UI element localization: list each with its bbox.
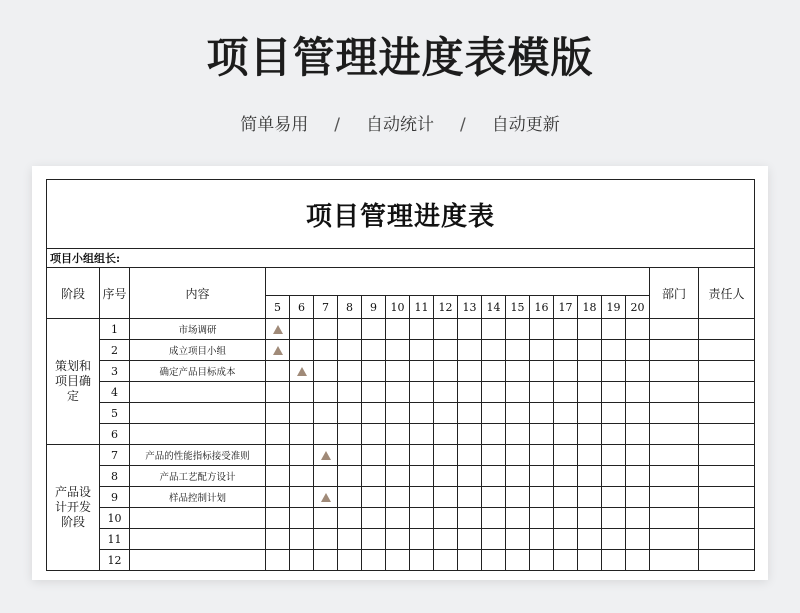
timeline-cell[interactable] bbox=[362, 445, 386, 466]
week-header-cell: 7 bbox=[314, 296, 338, 319]
timeline-cell[interactable] bbox=[290, 403, 314, 424]
timeline-cell[interactable] bbox=[578, 466, 602, 487]
timeline-cell[interactable] bbox=[530, 508, 554, 529]
task-content-cell[interactable]: 成立项目小组 bbox=[130, 340, 266, 361]
timeline-cell[interactable] bbox=[602, 529, 626, 550]
timeline-cell[interactable] bbox=[290, 382, 314, 403]
timeline-cell[interactable] bbox=[458, 382, 482, 403]
timeline-cell[interactable] bbox=[410, 319, 434, 340]
timeline-cell[interactable] bbox=[338, 382, 362, 403]
timeline-cell[interactable] bbox=[578, 487, 602, 508]
timeline-cell[interactable] bbox=[506, 550, 530, 571]
timeline-cell[interactable] bbox=[482, 403, 506, 424]
timeline-cell[interactable] bbox=[410, 508, 434, 529]
task-row bbox=[47, 550, 755, 571]
stage-name-cell: 产品设计开发阶段 bbox=[47, 445, 100, 571]
timeline-cell[interactable] bbox=[578, 550, 602, 571]
timeline-cell[interactable] bbox=[338, 361, 362, 382]
timeline-cell[interactable] bbox=[314, 529, 338, 550]
timeline-cell[interactable] bbox=[338, 529, 362, 550]
timeline-cell[interactable] bbox=[434, 445, 458, 466]
task-seq-cell[interactable]: 4 bbox=[100, 382, 130, 403]
timeline-cell[interactable] bbox=[266, 340, 290, 361]
timeline-cell[interactable] bbox=[530, 550, 554, 571]
task-seq-cell[interactable]: 6 bbox=[100, 424, 130, 445]
timeline-cell[interactable] bbox=[434, 424, 458, 445]
task-owner-cell[interactable] bbox=[699, 403, 755, 424]
header-owner: 责任人 bbox=[699, 268, 755, 319]
task-content-cell[interactable] bbox=[130, 424, 266, 445]
timeline-cell[interactable] bbox=[506, 403, 530, 424]
tagline-separator: / bbox=[460, 115, 466, 135]
task-dept-cell[interactable] bbox=[650, 487, 699, 508]
timeline-cell[interactable] bbox=[458, 403, 482, 424]
timeline-cell[interactable] bbox=[362, 529, 386, 550]
task-row bbox=[47, 424, 755, 445]
task-owner-cell[interactable] bbox=[699, 424, 755, 445]
timeline-cell[interactable] bbox=[578, 508, 602, 529]
task-owner-cell[interactable] bbox=[699, 550, 755, 571]
timeline-cell[interactable] bbox=[578, 340, 602, 361]
timeline-cell[interactable] bbox=[314, 403, 338, 424]
week-header-cell: 14 bbox=[482, 296, 506, 319]
task-row bbox=[47, 529, 755, 550]
timeline-cell[interactable] bbox=[554, 487, 578, 508]
team-leader-label: 项目小组组长: bbox=[47, 249, 755, 268]
timeline-cell[interactable] bbox=[410, 466, 434, 487]
timeline-cell[interactable] bbox=[290, 424, 314, 445]
timeline-cell[interactable] bbox=[338, 466, 362, 487]
timeline-cell[interactable] bbox=[578, 445, 602, 466]
task-dept-cell[interactable] bbox=[650, 382, 699, 403]
timeline-cell[interactable] bbox=[506, 529, 530, 550]
timeline-cell[interactable] bbox=[482, 529, 506, 550]
week-header-cell: 10 bbox=[386, 296, 410, 319]
timeline-cell[interactable] bbox=[410, 529, 434, 550]
timeline-cell[interactable] bbox=[314, 319, 338, 340]
timeline-cell[interactable] bbox=[314, 340, 338, 361]
timeline-cell[interactable] bbox=[290, 487, 314, 508]
task-dept-cell[interactable] bbox=[650, 319, 699, 340]
timeline-cell[interactable] bbox=[290, 361, 314, 382]
timeline-cell[interactable] bbox=[362, 487, 386, 508]
timeline-cell[interactable] bbox=[362, 550, 386, 571]
timeline-cell[interactable] bbox=[266, 382, 290, 403]
task-row bbox=[47, 361, 755, 382]
timeline-cell[interactable] bbox=[506, 382, 530, 403]
timeline-cell[interactable] bbox=[338, 487, 362, 508]
task-seq-cell[interactable]: 7 bbox=[100, 445, 130, 466]
task-row bbox=[47, 487, 755, 508]
task-content-cell[interactable] bbox=[130, 550, 266, 571]
triangle-marker-icon bbox=[321, 451, 331, 460]
timeline-cell[interactable] bbox=[554, 403, 578, 424]
timeline-cell[interactable] bbox=[362, 424, 386, 445]
task-owner-cell[interactable] bbox=[699, 466, 755, 487]
timeline-cell[interactable] bbox=[314, 550, 338, 571]
week-header-cell: 11 bbox=[410, 296, 434, 319]
timeline-cell[interactable] bbox=[602, 319, 626, 340]
timeline-cell[interactable] bbox=[458, 319, 482, 340]
task-content-cell[interactable]: 样品控制计划 bbox=[130, 487, 266, 508]
task-row bbox=[47, 382, 755, 403]
timeline-cell[interactable] bbox=[506, 508, 530, 529]
task-dept-cell[interactable] bbox=[650, 361, 699, 382]
timeline-cell[interactable] bbox=[602, 424, 626, 445]
timeline-cell[interactable] bbox=[482, 508, 506, 529]
timeline-cell[interactable] bbox=[506, 466, 530, 487]
timeline-cell[interactable] bbox=[554, 382, 578, 403]
timeline-cell[interactable] bbox=[554, 550, 578, 571]
timeline-cell[interactable] bbox=[602, 466, 626, 487]
task-dept-cell[interactable] bbox=[650, 466, 699, 487]
timeline-cell[interactable] bbox=[530, 445, 554, 466]
timeline-cell[interactable] bbox=[530, 466, 554, 487]
timeline-cell[interactable] bbox=[578, 361, 602, 382]
timeline-cell[interactable] bbox=[626, 403, 650, 424]
timeline-cell[interactable] bbox=[266, 487, 290, 508]
timeline-cell[interactable] bbox=[314, 445, 338, 466]
timeline-cell[interactable] bbox=[506, 487, 530, 508]
timeline-cell[interactable] bbox=[434, 466, 458, 487]
task-seq-cell[interactable]: 12 bbox=[100, 550, 130, 571]
timeline-cell[interactable] bbox=[554, 361, 578, 382]
timeline-cell[interactable] bbox=[458, 550, 482, 571]
timeline-cell[interactable] bbox=[626, 382, 650, 403]
timeline-cell[interactable] bbox=[626, 361, 650, 382]
task-row bbox=[47, 445, 755, 466]
timeline-cell[interactable] bbox=[530, 529, 554, 550]
timeline-cell[interactable] bbox=[386, 550, 410, 571]
task-owner-cell[interactable] bbox=[699, 319, 755, 340]
timeline-cell[interactable] bbox=[410, 445, 434, 466]
task-row bbox=[47, 403, 755, 424]
task-seq-cell[interactable]: 1 bbox=[100, 319, 130, 340]
timeline-cell[interactable] bbox=[290, 445, 314, 466]
week-header-cell: 17 bbox=[554, 296, 578, 319]
timeline-cell[interactable] bbox=[386, 508, 410, 529]
timeline-cell[interactable] bbox=[362, 319, 386, 340]
timeline-cell[interactable] bbox=[530, 340, 554, 361]
timeline-cell[interactable] bbox=[362, 466, 386, 487]
timeline-cell[interactable] bbox=[530, 319, 554, 340]
timeline-cell[interactable] bbox=[434, 340, 458, 361]
task-owner-cell[interactable] bbox=[699, 508, 755, 529]
task-dept-cell[interactable] bbox=[650, 550, 699, 571]
task-dept-cell[interactable] bbox=[650, 445, 699, 466]
timeline-cell[interactable] bbox=[362, 340, 386, 361]
timeline-cell[interactable] bbox=[338, 445, 362, 466]
task-content-cell[interactable] bbox=[130, 403, 266, 424]
week-header-cell: 8 bbox=[338, 296, 362, 319]
timeline-cell[interactable] bbox=[434, 487, 458, 508]
timeline-cell[interactable] bbox=[602, 340, 626, 361]
timeline-cell[interactable] bbox=[530, 487, 554, 508]
timeline-cell[interactable] bbox=[266, 508, 290, 529]
timeline-cell[interactable] bbox=[266, 445, 290, 466]
timeline-cell[interactable] bbox=[506, 445, 530, 466]
spreadsheet-preview bbox=[32, 166, 768, 580]
timeline-cell[interactable] bbox=[626, 508, 650, 529]
timeline-cell[interactable] bbox=[602, 445, 626, 466]
task-seq-cell[interactable]: 3 bbox=[100, 361, 130, 382]
page-tagline bbox=[0, 112, 800, 138]
timeline-cell[interactable] bbox=[314, 424, 338, 445]
task-dept-cell[interactable] bbox=[650, 340, 699, 361]
week-header-cell: 19 bbox=[602, 296, 626, 319]
timeline-cell[interactable] bbox=[602, 508, 626, 529]
triangle-marker-icon bbox=[273, 325, 283, 334]
timeline-cell[interactable] bbox=[626, 319, 650, 340]
page-title: 项目管理进度表模版 bbox=[206, 33, 594, 82]
week-header-cell: 12 bbox=[434, 296, 458, 319]
timeline-cell[interactable] bbox=[386, 487, 410, 508]
timeline-cell[interactable] bbox=[578, 403, 602, 424]
timeline-cell[interactable] bbox=[338, 508, 362, 529]
timeline-cell[interactable] bbox=[458, 445, 482, 466]
timeline-cell[interactable] bbox=[530, 382, 554, 403]
timeline-cell[interactable] bbox=[458, 487, 482, 508]
timeline-cell[interactable] bbox=[602, 382, 626, 403]
timeline-cell[interactable] bbox=[458, 529, 482, 550]
timeline-cell[interactable] bbox=[386, 361, 410, 382]
task-owner-cell[interactable] bbox=[699, 382, 755, 403]
timeline-cell[interactable] bbox=[482, 550, 506, 571]
task-content-cell[interactable] bbox=[130, 508, 266, 529]
task-owner-cell[interactable] bbox=[699, 445, 755, 466]
timeline-cell[interactable] bbox=[338, 550, 362, 571]
week-header-cell: 5 bbox=[266, 296, 290, 319]
timeline-cell[interactable] bbox=[290, 550, 314, 571]
timeline-cell[interactable] bbox=[578, 424, 602, 445]
timeline-cell[interactable] bbox=[434, 361, 458, 382]
timeline-cell[interactable] bbox=[314, 382, 338, 403]
timeline-cell[interactable] bbox=[602, 403, 626, 424]
tagline-item-auto-update: 自动更新 bbox=[491, 115, 560, 135]
task-content-cell[interactable]: 确定产品目标成本 bbox=[130, 361, 266, 382]
timeline-cell[interactable] bbox=[554, 445, 578, 466]
timeline-cell[interactable] bbox=[290, 508, 314, 529]
timeline-cell[interactable] bbox=[266, 466, 290, 487]
task-seq-cell[interactable]: 10 bbox=[100, 508, 130, 529]
task-seq-cell[interactable]: 9 bbox=[100, 487, 130, 508]
task-content-cell[interactable]: 产品的性能指标接受准则 bbox=[130, 445, 266, 466]
week-header-cell: 18 bbox=[578, 296, 602, 319]
week-header-cell: 9 bbox=[362, 296, 386, 319]
timeline-cell[interactable] bbox=[530, 424, 554, 445]
timeline-cell[interactable] bbox=[482, 445, 506, 466]
timeline-cell[interactable] bbox=[410, 403, 434, 424]
timeline-cell[interactable] bbox=[386, 466, 410, 487]
timeline-cell[interactable] bbox=[578, 529, 602, 550]
timeline-cell[interactable] bbox=[266, 319, 290, 340]
timeline-cell[interactable] bbox=[266, 403, 290, 424]
week-header-cell: 13 bbox=[458, 296, 482, 319]
timeline-cell[interactable] bbox=[338, 424, 362, 445]
timeline-cell[interactable] bbox=[338, 340, 362, 361]
header-dept: 部门 bbox=[650, 268, 699, 319]
week-header-cell: 6 bbox=[290, 296, 314, 319]
timeline-cell[interactable] bbox=[506, 424, 530, 445]
week-header-cell: 15 bbox=[506, 296, 530, 319]
timeline-cell[interactable] bbox=[362, 403, 386, 424]
triangle-marker-icon bbox=[321, 493, 331, 502]
header-timeline bbox=[266, 268, 650, 296]
timeline-cell[interactable] bbox=[434, 319, 458, 340]
timeline-cell[interactable] bbox=[626, 466, 650, 487]
task-dept-cell[interactable] bbox=[650, 508, 699, 529]
timeline-cell[interactable] bbox=[578, 382, 602, 403]
timeline-cell[interactable] bbox=[338, 319, 362, 340]
timeline-cell[interactable] bbox=[266, 550, 290, 571]
timeline-cell[interactable] bbox=[554, 508, 578, 529]
task-seq-cell[interactable]: 5 bbox=[100, 403, 130, 424]
timeline-cell[interactable] bbox=[626, 487, 650, 508]
task-row bbox=[47, 340, 755, 361]
header-seq: 序号 bbox=[100, 268, 130, 319]
timeline-cell[interactable] bbox=[506, 319, 530, 340]
timeline-cell[interactable] bbox=[458, 508, 482, 529]
stage-name-cell: 策划和项目确定 bbox=[47, 319, 100, 445]
timeline-cell[interactable] bbox=[530, 361, 554, 382]
task-owner-cell[interactable] bbox=[699, 361, 755, 382]
task-row bbox=[47, 466, 755, 487]
timeline-cell[interactable] bbox=[290, 466, 314, 487]
task-dept-cell[interactable] bbox=[650, 424, 699, 445]
timeline-cell[interactable] bbox=[386, 403, 410, 424]
task-content-cell[interactable] bbox=[130, 529, 266, 550]
task-seq-cell[interactable]: 11 bbox=[100, 529, 130, 550]
timeline-cell[interactable] bbox=[482, 319, 506, 340]
timeline-cell[interactable] bbox=[626, 529, 650, 550]
timeline-cell[interactable] bbox=[266, 361, 290, 382]
timeline-cell[interactable] bbox=[290, 319, 314, 340]
timeline-cell[interactable] bbox=[482, 487, 506, 508]
timeline-cell[interactable] bbox=[554, 466, 578, 487]
timeline-cell[interactable] bbox=[386, 529, 410, 550]
timeline-cell[interactable] bbox=[434, 382, 458, 403]
timeline-cell[interactable] bbox=[338, 403, 362, 424]
timeline-cell[interactable] bbox=[314, 466, 338, 487]
timeline-cell[interactable] bbox=[362, 361, 386, 382]
timeline-cell[interactable] bbox=[578, 319, 602, 340]
timeline-cell[interactable] bbox=[482, 382, 506, 403]
triangle-marker-icon bbox=[273, 346, 283, 355]
timeline-cell[interactable] bbox=[602, 361, 626, 382]
task-owner-cell[interactable] bbox=[699, 340, 755, 361]
timeline-cell[interactable] bbox=[434, 508, 458, 529]
timeline-cell[interactable] bbox=[410, 487, 434, 508]
progress-table bbox=[46, 179, 755, 571]
task-seq-cell[interactable]: 8 bbox=[100, 466, 130, 487]
timeline-cell[interactable] bbox=[626, 424, 650, 445]
timeline-cell[interactable] bbox=[554, 529, 578, 550]
timeline-cell[interactable] bbox=[554, 319, 578, 340]
timeline-cell[interactable] bbox=[458, 466, 482, 487]
timeline-cell[interactable] bbox=[602, 487, 626, 508]
header-stage: 阶段 bbox=[47, 268, 100, 319]
week-header-cell: 16 bbox=[530, 296, 554, 319]
timeline-cell[interactable] bbox=[266, 424, 290, 445]
timeline-cell[interactable] bbox=[626, 445, 650, 466]
timeline-cell[interactable] bbox=[386, 424, 410, 445]
task-content-cell[interactable]: 市场调研 bbox=[130, 319, 266, 340]
timeline-cell[interactable] bbox=[266, 529, 290, 550]
timeline-cell[interactable] bbox=[410, 424, 434, 445]
timeline-cell[interactable] bbox=[626, 550, 650, 571]
task-row bbox=[47, 319, 755, 340]
timeline-cell[interactable] bbox=[290, 340, 314, 361]
timeline-cell[interactable] bbox=[362, 382, 386, 403]
timeline-cell[interactable] bbox=[410, 340, 434, 361]
task-dept-cell[interactable] bbox=[650, 403, 699, 424]
timeline-cell[interactable] bbox=[410, 382, 434, 403]
timeline-cell[interactable] bbox=[482, 361, 506, 382]
tagline-item-easy: 简单易用 bbox=[240, 115, 309, 135]
timeline-cell[interactable] bbox=[386, 445, 410, 466]
task-content-cell[interactable] bbox=[130, 382, 266, 403]
task-owner-cell[interactable] bbox=[699, 487, 755, 508]
timeline-cell[interactable] bbox=[314, 508, 338, 529]
tagline-separator: / bbox=[334, 115, 340, 135]
header-content: 内容 bbox=[130, 268, 266, 319]
timeline-cell[interactable] bbox=[506, 361, 530, 382]
timeline-cell[interactable] bbox=[602, 550, 626, 571]
timeline-cell[interactable] bbox=[506, 340, 530, 361]
task-owner-cell[interactable] bbox=[699, 529, 755, 550]
timeline-cell[interactable] bbox=[410, 361, 434, 382]
tagline-item-auto-stats: 自动统计 bbox=[366, 115, 434, 135]
sheet-title: 项目管理进度表 bbox=[47, 180, 755, 249]
task-row bbox=[47, 508, 755, 529]
timeline-cell[interactable] bbox=[362, 508, 386, 529]
timeline-cell[interactable] bbox=[434, 529, 458, 550]
timeline-cell[interactable] bbox=[314, 361, 338, 382]
timeline-cell[interactable] bbox=[386, 340, 410, 361]
timeline-cell[interactable] bbox=[482, 340, 506, 361]
task-dept-cell[interactable] bbox=[650, 529, 699, 550]
timeline-cell[interactable] bbox=[530, 403, 554, 424]
timeline-cell[interactable] bbox=[434, 550, 458, 571]
task-content-cell[interactable]: 产品工艺配方设计 bbox=[130, 466, 266, 487]
task-seq-cell[interactable]: 2 bbox=[100, 340, 130, 361]
timeline-cell[interactable] bbox=[554, 424, 578, 445]
timeline-cell[interactable] bbox=[482, 466, 506, 487]
triangle-marker-icon bbox=[297, 367, 307, 376]
timeline-cell[interactable] bbox=[386, 319, 410, 340]
timeline-cell[interactable] bbox=[410, 550, 434, 571]
timeline-cell[interactable] bbox=[458, 340, 482, 361]
timeline-cell[interactable] bbox=[386, 382, 410, 403]
timeline-cell[interactable] bbox=[626, 340, 650, 361]
week-header-cell: 20 bbox=[626, 296, 650, 319]
timeline-cell[interactable] bbox=[482, 424, 506, 445]
timeline-cell[interactable] bbox=[458, 424, 482, 445]
timeline-cell[interactable] bbox=[458, 361, 482, 382]
timeline-cell[interactable] bbox=[290, 529, 314, 550]
timeline-cell[interactable] bbox=[434, 403, 458, 424]
timeline-cell[interactable] bbox=[554, 340, 578, 361]
timeline-cell[interactable] bbox=[314, 487, 338, 508]
